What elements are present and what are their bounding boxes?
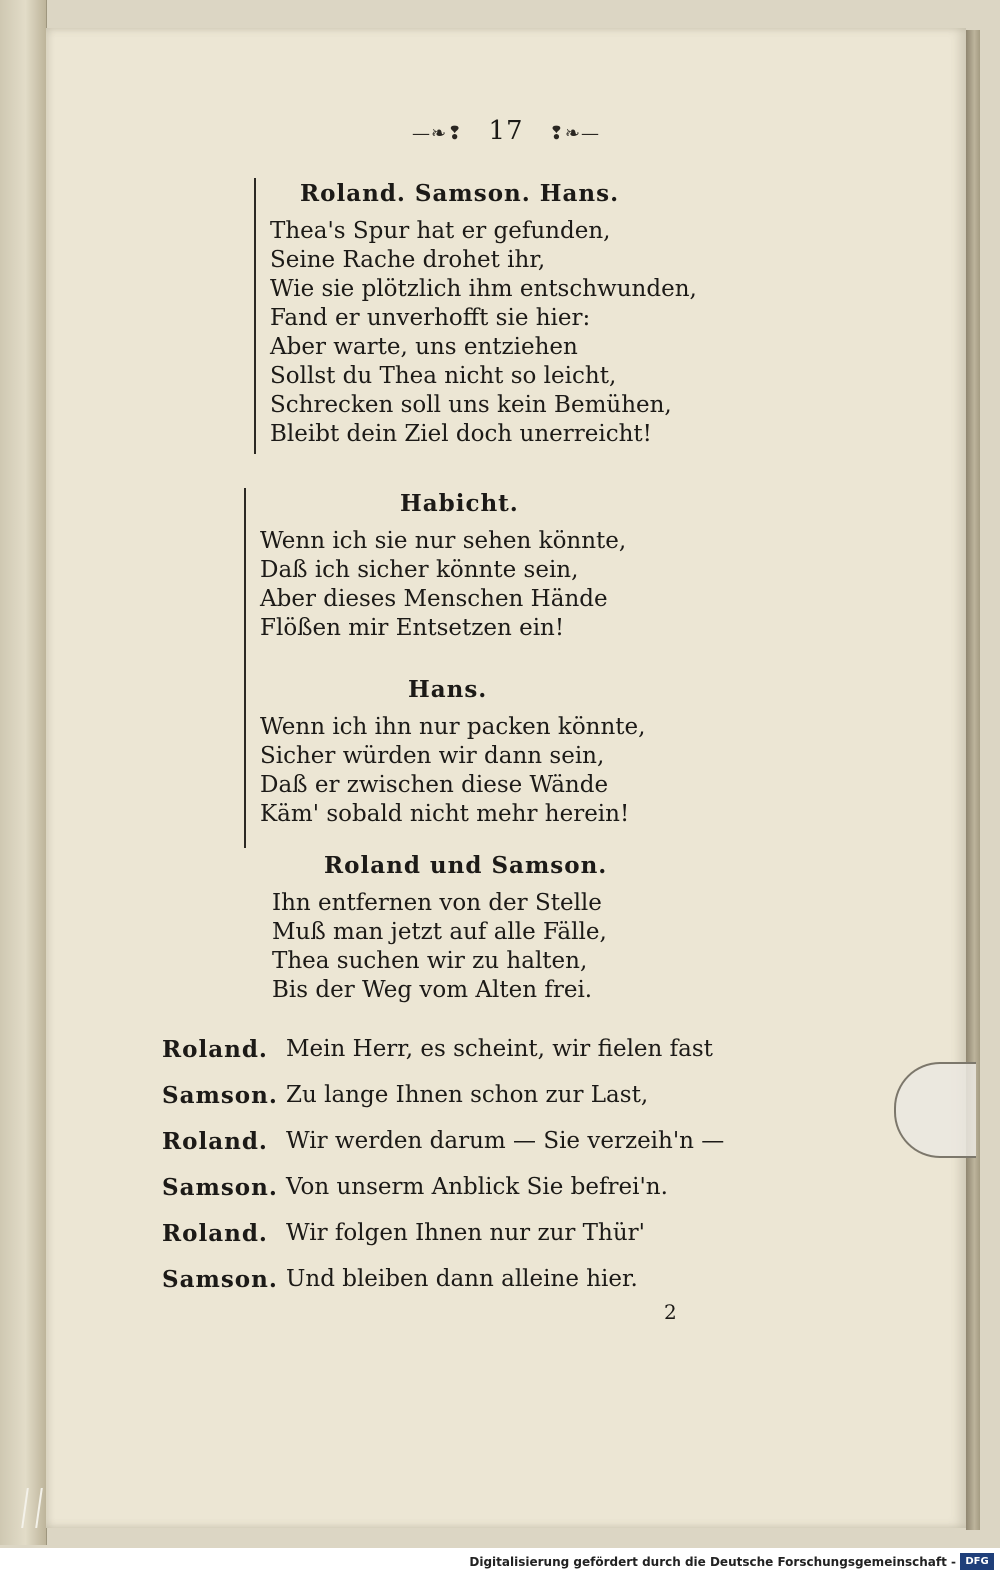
- dialogue-speaker: Roland.: [162, 1036, 268, 1063]
- verse-line: Wenn ich sie nur sehen könnte,: [260, 528, 627, 554]
- footer-bar: [0, 1548, 1000, 1577]
- stanza-hans: [260, 676, 645, 829]
- verse-line: Seine Rache drohet ihr,: [270, 247, 546, 273]
- verse-line: Bleibt dein Ziel doch unerreicht!: [270, 421, 652, 447]
- verse-line: Sollst du Thea nicht so leicht,: [270, 363, 617, 389]
- stanza-habicht: [260, 490, 626, 643]
- speaker-heading: Roland. Samson. Hans.: [300, 180, 620, 207]
- dialogue-text: Zu lange Ihnen schon zur Last,: [286, 1082, 649, 1108]
- verse-line: Flößen mir Entsetzen ein!: [260, 615, 565, 641]
- verse-line: Bis der Weg vom Alten frei.: [272, 977, 593, 1003]
- dialogue-speaker: Roland.: [162, 1128, 268, 1155]
- dialogue-text: Wir werden darum — Sie verzeih'n —: [286, 1128, 725, 1154]
- verse-line: Sicher würden wir dann sein,: [260, 743, 605, 769]
- stanza-roland-samson-hans: [270, 180, 697, 449]
- dialogue-text: Von unserm Anblick Sie befrei'n.: [286, 1174, 668, 1200]
- signature-mark: 2: [664, 1300, 677, 1324]
- folio-ornament-right: ❢❧—: [548, 123, 600, 144]
- folio-header: [46, 116, 966, 146]
- funding-notice: Digitalisierung gefördert durch die Deutsche Forschungsgemeinschaft -: [469, 1555, 956, 1569]
- speaker-heading: Habicht.: [400, 490, 519, 517]
- verse-line: Daß er zwischen diese Wände: [260, 772, 609, 798]
- stanza-roland-und-samson: [272, 852, 607, 1005]
- verse-line: Aber dieses Menschen Hände: [260, 586, 608, 612]
- dialogue-speaker: Samson.: [162, 1082, 278, 1109]
- dialogue-speaker: Samson.: [162, 1266, 278, 1293]
- verse-line: Daß ich sicher könnte sein,: [260, 557, 579, 583]
- page-number: 17: [488, 116, 524, 146]
- dialogue-speaker: Roland.: [162, 1220, 268, 1247]
- verse-line: Muß man jetzt auf alle Fälle,: [272, 919, 607, 945]
- scanner-clip-tab: [894, 1062, 976, 1158]
- speaker-heading: Roland und Samson.: [324, 852, 608, 879]
- brace-stanza-2: [244, 488, 252, 678]
- dialogue-text: Und bleiben dann alleine hier.: [286, 1266, 638, 1292]
- speaker-heading: Hans.: [408, 676, 488, 703]
- book-page: [46, 28, 966, 1528]
- page-stack-edge: [966, 30, 980, 1530]
- dialogue-text: Wir folgen Ihnen nur zur Thür': [286, 1220, 645, 1246]
- verse-line: Wie sie plötzlich ihm entschwunden,: [270, 276, 697, 302]
- verse-line: Käm' sobald nicht mehr herein!: [260, 801, 630, 827]
- verse-line: Wenn ich ihn nur packen könnte,: [260, 714, 646, 740]
- folio-ornament-left: —❧❢: [412, 123, 464, 144]
- verse-line: Aber warte, uns entziehen: [270, 334, 578, 360]
- verse-line: Fand er unverhofft sie hier:: [270, 305, 591, 331]
- verse-line: Thea's Spur hat er gefunden,: [270, 218, 611, 244]
- brace-stanza-1: [254, 178, 262, 454]
- verse-line: Thea suchen wir zu halten,: [272, 948, 588, 974]
- dialogue-text: Mein Herr, es scheint, wir fielen fast: [286, 1036, 713, 1062]
- dialogue-speaker: Samson.: [162, 1174, 278, 1201]
- verse-line: Ihn entfernen von der Stelle: [272, 890, 602, 916]
- verse-line: Schrecken soll uns kein Bemühen,: [270, 392, 672, 418]
- brace-stanza-3: [244, 678, 252, 848]
- book-binding-left: [0, 0, 47, 1545]
- dfg-logo-icon: DFG: [960, 1553, 994, 1570]
